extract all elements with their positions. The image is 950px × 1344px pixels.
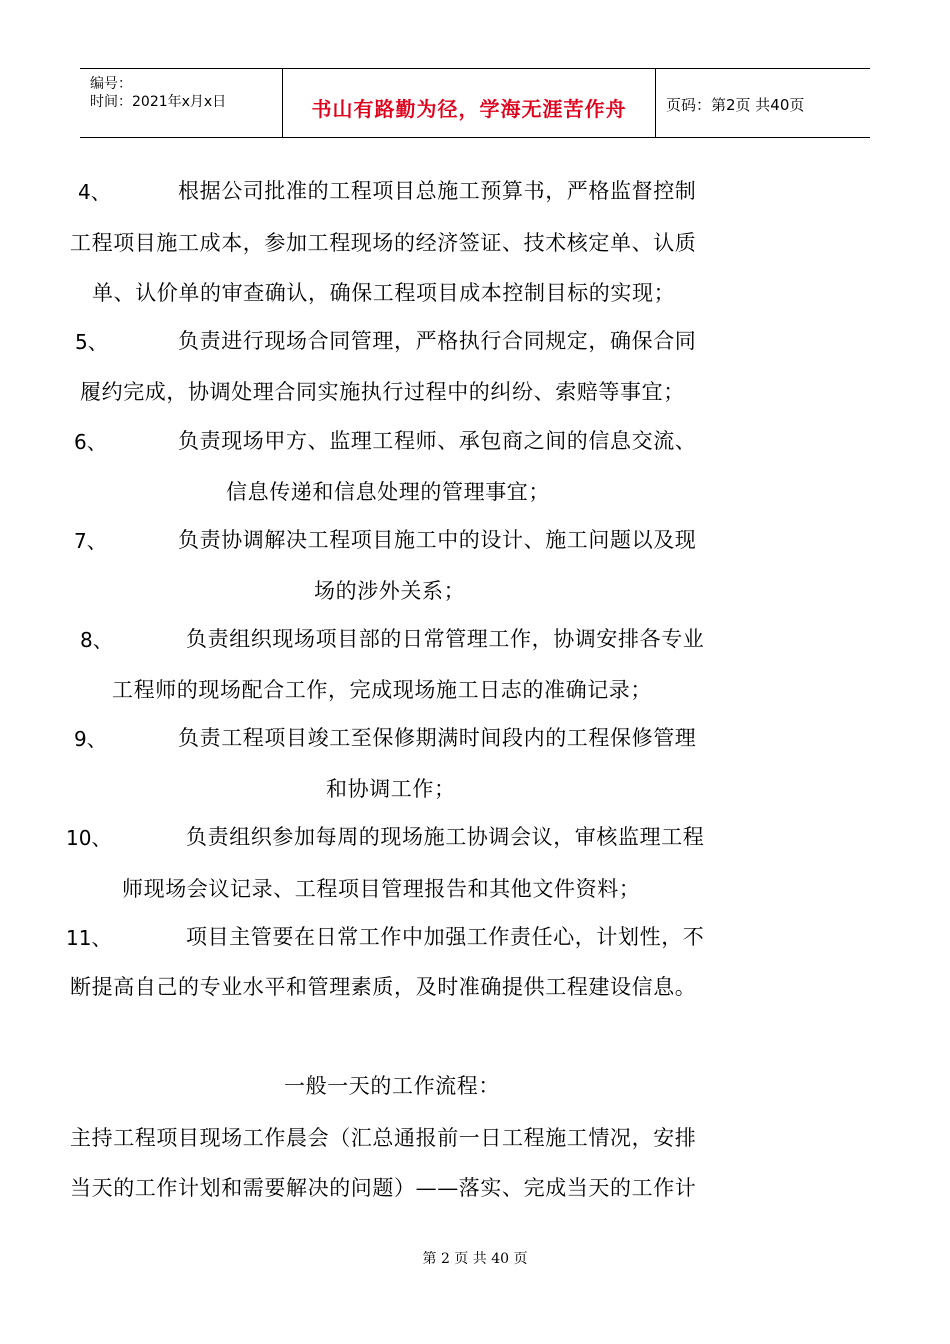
item-line: 场的涉外关系； — [314, 579, 466, 603]
item-number: 8、 — [80, 628, 113, 652]
header-page-cell — [656, 69, 870, 137]
item-line: 负责工程项目竣工至保修期满时间段内的工程保修管理 — [178, 726, 697, 750]
header-table — [80, 68, 870, 138]
item-line: 负责组织现场项目部的日常管理工作，协调安排各专业 — [186, 627, 705, 651]
item-number: 11、 — [66, 926, 112, 950]
section-line: 主持工程项目现场工作晨会（汇总通报前一日工程施工情况，安排 — [70, 1126, 697, 1150]
item-number: 9、 — [74, 727, 107, 751]
section-line: 当天的工作计划和需要解决的问题）——落实、完成当天的工作计 — [70, 1176, 697, 1200]
motto: 书山有路勤为径，学海无涯苦作舟 — [311, 97, 627, 121]
item-line: 履约完成，协调处理合同实施执行过程中的纠纷、索赔等事宜； — [80, 380, 685, 404]
item-line: 断提高自己的专业水平和管理素质，及时准确提供工程建设信息。 — [70, 975, 697, 999]
item-line: 负责进行现场合同管理，严格执行合同规定，确保合同 — [178, 329, 697, 353]
time-label: 时间：2021年x月x日 — [90, 94, 227, 110]
item-number: 6、 — [74, 430, 107, 454]
item-line: 工程师的现场配合工作，完成现场施工日志的准确记录； — [112, 678, 652, 702]
header-motto-cell — [282, 69, 656, 137]
item-line: 负责协调解决工程项目施工中的设计、施工问题以及现 — [178, 528, 697, 552]
item-line: 工程项目施工成本，参加工程现场的经济签证、技术核定单、认质 — [70, 231, 697, 255]
item-number: 7、 — [74, 529, 107, 553]
item-line: 和协调工作； — [326, 777, 456, 801]
item-line: 根据公司批准的工程项目总施工预算书，严格监督控制 — [178, 179, 697, 203]
page-footer: 第 2 页 共 40 页 — [422, 1251, 528, 1267]
item-number: 10、 — [66, 826, 112, 850]
item-line: 信息传递和信息处理的管理事宜； — [226, 480, 550, 504]
item-line: 单、认价单的审查确认，确保工程项目成本控制目标的实现； — [92, 281, 676, 305]
item-line: 师现场会议记录、工程项目管理报告和其他文件资料； — [122, 877, 641, 901]
code-label: 编号： — [90, 76, 132, 92]
item-number: 4、 — [78, 180, 111, 204]
item-line: 负责组织参加每周的现场施工协调会议，审核监理工程 — [186, 825, 705, 849]
item-line: 项目主管要在日常工作中加强工作责任心，计划性，不 — [186, 925, 705, 949]
section-title: 一般一天的工作流程： — [284, 1074, 500, 1098]
item-line: 负责现场甲方、监理工程师、承包商之间的信息交流、 — [178, 429, 697, 453]
header-info-cell — [80, 69, 282, 137]
item-number: 5、 — [75, 330, 108, 354]
page-code: 页码：第2页 共40页 — [666, 96, 805, 114]
